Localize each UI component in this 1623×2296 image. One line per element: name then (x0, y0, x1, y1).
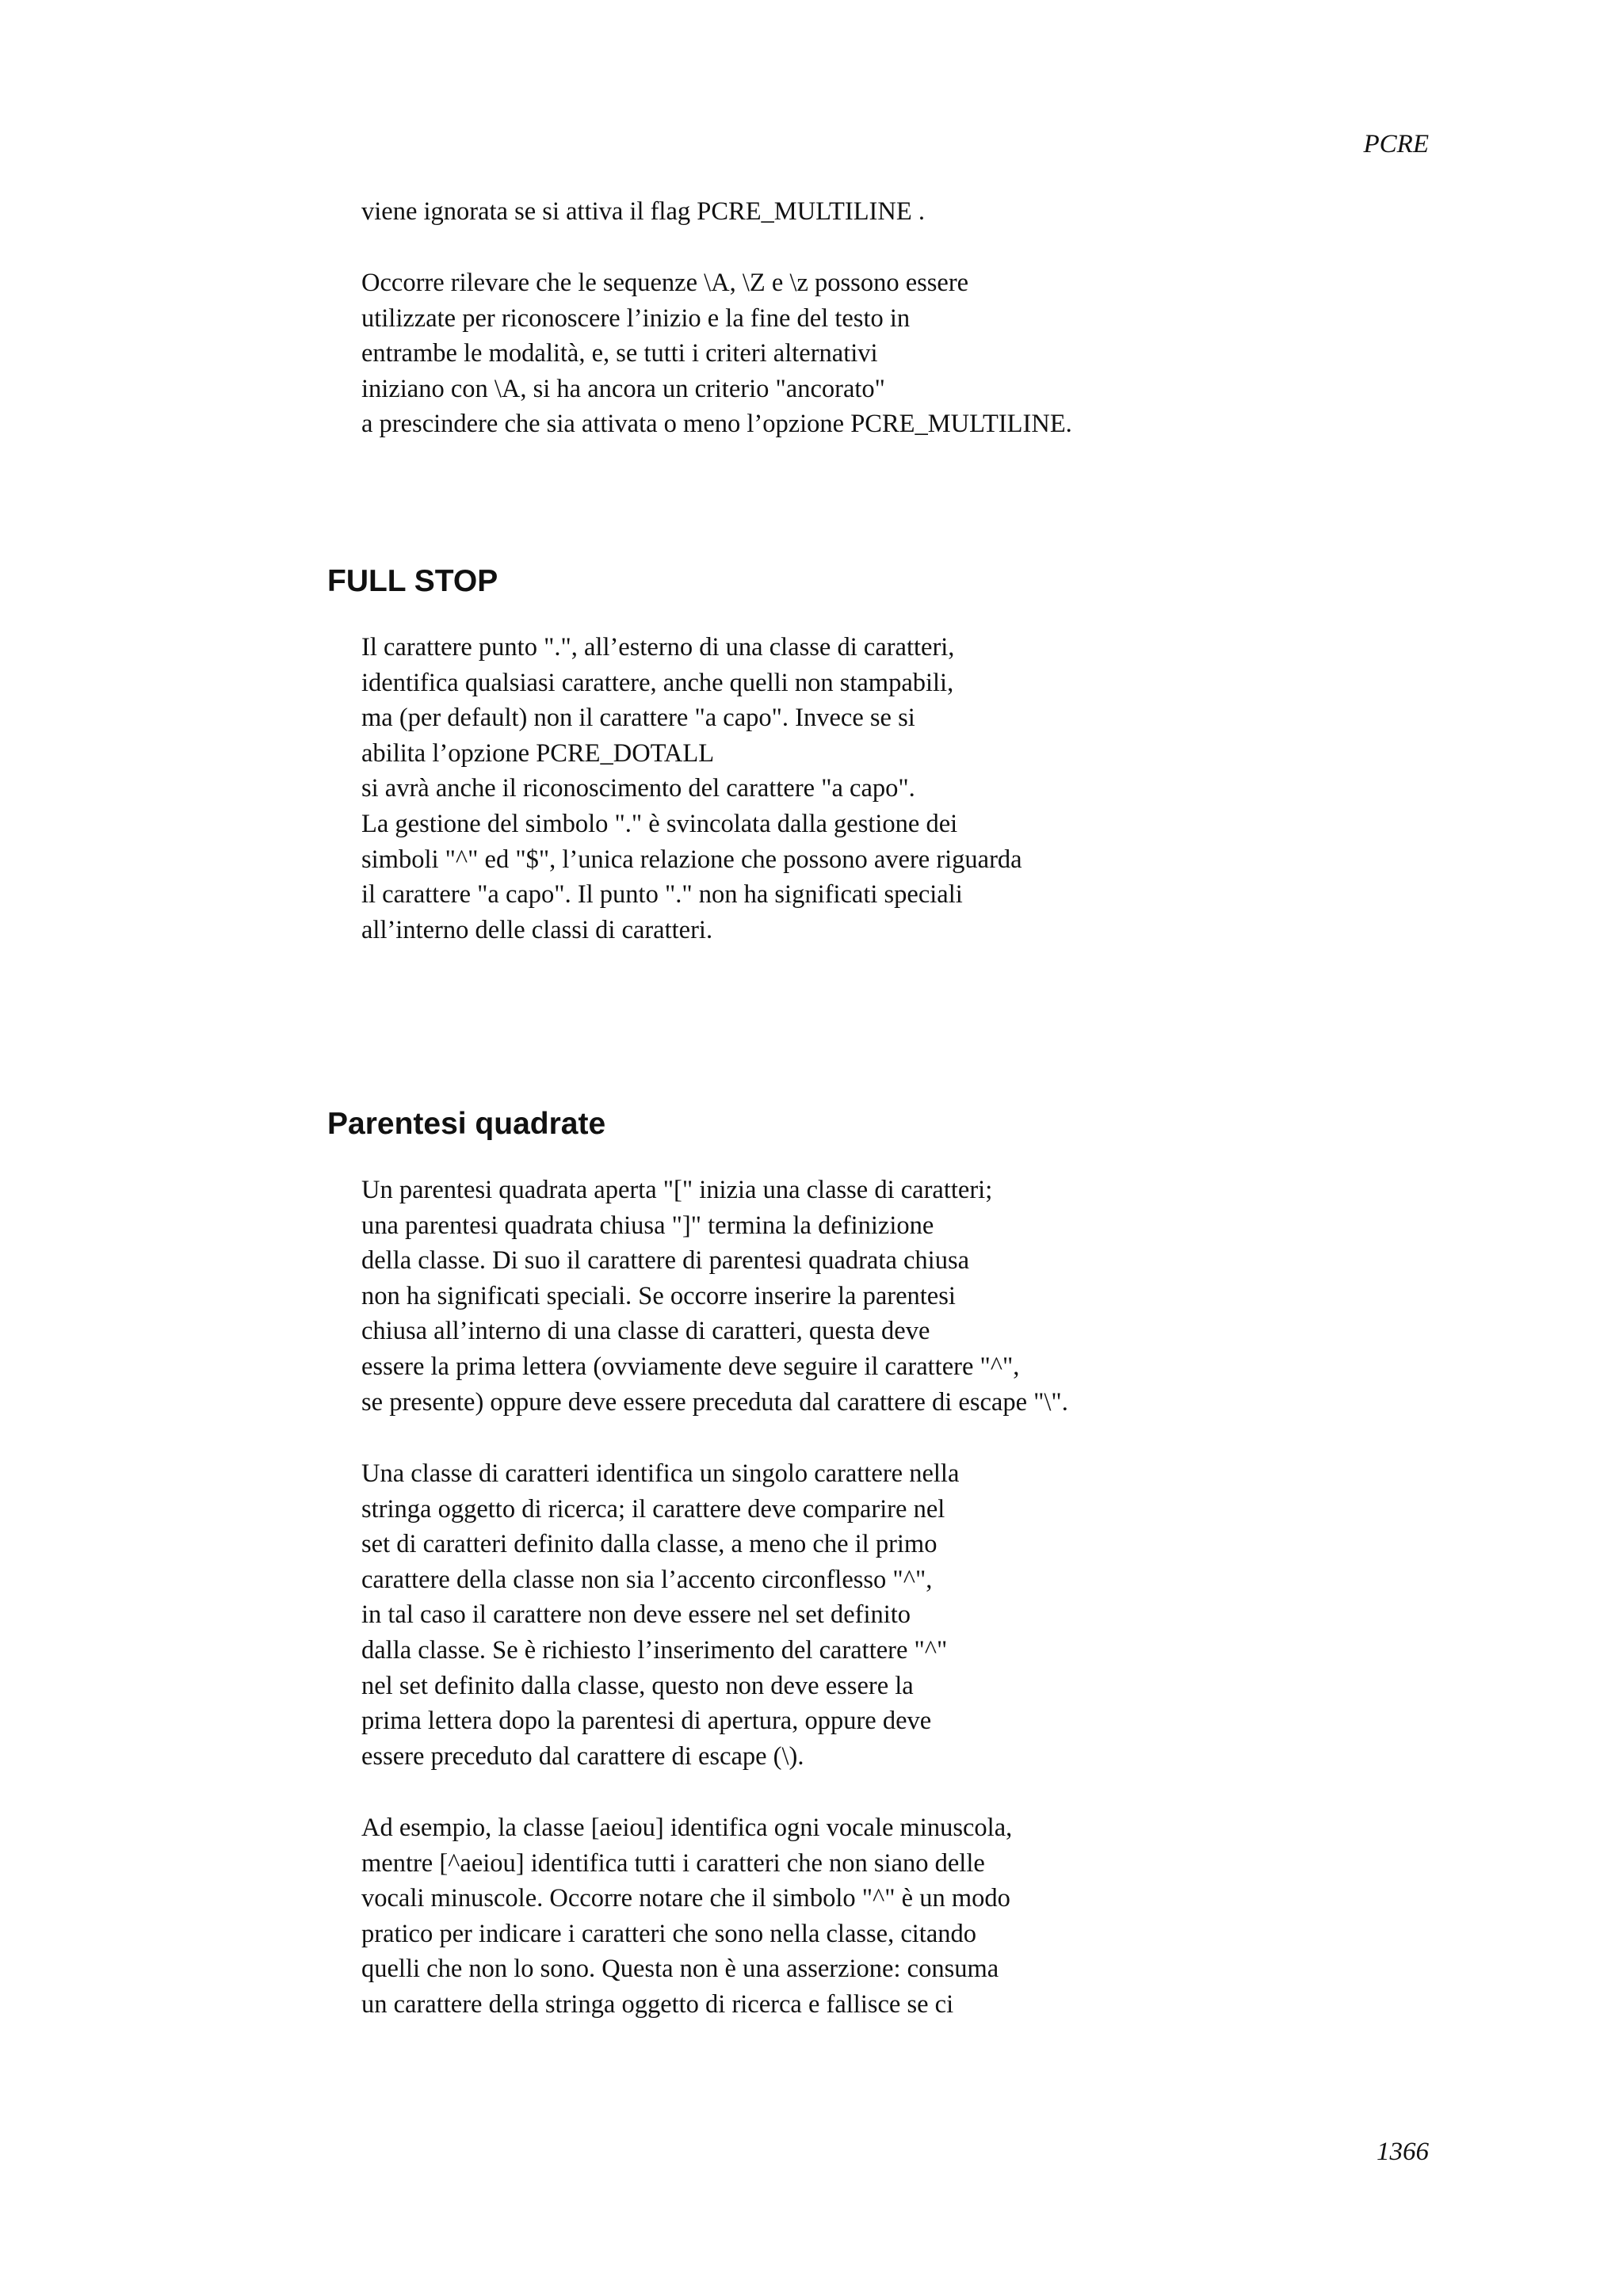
running-header: PCRE (1363, 130, 1429, 158)
page-number: 1366 (1377, 2138, 1429, 2166)
paragraph-anchors-note: Occorre rilevare che le sequenze \A, \Z e \z possono essere utilizzate per riconoscere l’inizio e la fine del testo in entrambe le modalità, e, se tutti i criteri alternativi iniziano con \A, si ha ancora un criterio "ancorato" a prescindere che sia attivata o meno l’opzione PCRE_MULTILINE. (361, 269, 1072, 439)
paragraph-full-stop: Il carattere punto ".", all’esterno di una classe di caratteri, identifica qualsiasi carattere, anche quelli non stampabili, ma (per default) non il carattere "a capo". Invece se si abilita l’opzione PCRE_DOTALL si avrà anche il riconoscimento del carattere "a capo". La gestione del simbolo "." è svincolata dalla gestione dei simboli "^" ed "$", l’unica relazione che possono avere riguarda il carattere "a capo". Il punto "." non ha significati speciali all’interno delle classi di caratteri. (361, 633, 1022, 944)
paragraph-multiline-note: viene ignorata se si attiva il flag PCRE_MULTILINE . (361, 197, 925, 226)
section-heading-square-brackets: Parentesi quadrate (327, 1107, 606, 1141)
paragraph-character-class: Una classe di caratteri identifica un singolo carattere nella stringa oggetto di ricerca; il carattere deve comparire nel set di caratteri definito dalla classe, a meno che il primo carattere della classe non sia l’accento circonflesso "^", in tal caso il carattere non deve essere nel set definito dalla classe. Se è richiesto l’inserimento del carattere "^" nel set definito dalla classe, questo non deve essere la prima lettera dopo la parentesi di apertura, oppure deve essere preceduto dal carattere di escape (\). (361, 1459, 960, 1771)
paragraph-class-example: Ad esempio, la classe [aeiou] identifica ogni vocale minuscola, mentre [^aeiou] identifica tutti i caratteri che non siano delle vocali minuscole. Occorre notare che il simbolo "^" è un modo pratico per indicare i caratteri che sono nella classe, citando quelli che non lo sono. Questa non è una asserzione: consuma un carattere della stringa oggetto di ricerca e fallisce se ci (361, 1814, 1013, 2019)
section-heading-full-stop: FULL STOP (327, 564, 498, 598)
paragraph-bracket-definition: Un parentesi quadrata aperta "[" inizia una classe di caratteri; una parentesi quadrata chiusa "]" termina la definizione della classe. Di suo il carattere di parentesi quadrata chiusa non ha significati speciali. Se occorre inserire la parentesi chiusa all’interno di una classe di caratteri, questa deve essere la prima lettera (ovviamente deve seguire il carattere "^", se presente) oppure deve essere preceduta dal carattere di escape "\". (361, 1176, 1068, 1417)
